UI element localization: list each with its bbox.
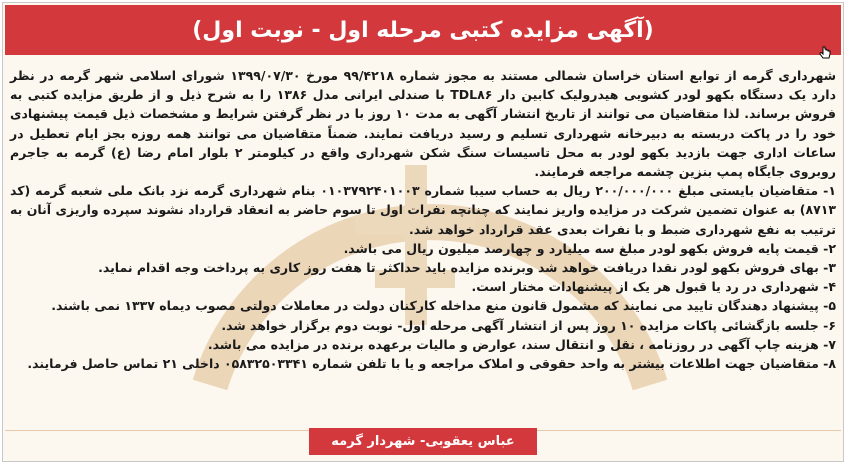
condition-item-8: ۸- متقاضیان جهت اطلاعات بیشتر به واحد حقوقی و املاک مراجعه و یا با تلفن شماره ۰۵۸۳۲۵۰۳۳۴۱ داخلی ۲۱ تماس حاصل فرمایند. — [27, 356, 836, 372]
condition-item-4: ۴- شهرداری در رد یا قبول هر یک از پیشنهادات مختار است. — [471, 279, 836, 295]
condition-item-5: ۵- پیشنهاد دهندگان تایید می نمایند که مشمول قانون منع مداخله کارکنان دولت در معاملات دولتی مصوب دیماه ۱۳۳۷ نمی باشند. — [51, 298, 836, 314]
condition-item-2: ۲- قیمت پایه فروش بکهو لودر مبلغ سه میلیارد و چهارصد میلیون ریال می باشد. — [343, 240, 836, 256]
condition-item-3: ۳- بهای فروش بکهو لودر نقدا دریافت خواهد شد وبرنده مزایده باید حداکثر تا هفت روز کاری به پرداخت وجه اقدام نماید. — [98, 260, 836, 276]
condition-item-1: ۱- متقاضیان بایستی مبلغ ۲۰۰/۰۰۰/۰۰۰ ریال به حساب سیبا شماره ۰۱۰۳۷۹۲۴۰۱۰۰۳ بنام شهرداری گرمه نزد بانک ملی شعبه گرمه (کد ۸۷۱۳) به عنوان تضمین شرکت در مزایده واریز نمایند که چنانچه نفرات اول تا سوم حاضر به انعقاد قرارداد نشوند سپرده واریزی آنان به ترتیب به نفع شهرداری ضبط و با نفرات بعدی عقد قرارداد خواهد شد. — [10, 183, 836, 237]
notice-header — [5, 5, 841, 55]
signature-badge: عباس یعقوبی- شهردار گرمه — [309, 428, 536, 455]
hand-pointer-icon — [818, 46, 832, 60]
condition-item-6: ۶- جلسه بازگشائی پاکات مزایده ۱۰ روز پس از انتشار آگهی مرحله اول- نوبت دوم برگزار خواهد شد. — [221, 317, 836, 333]
footer-container — [0, 428, 846, 455]
notice-body — [10, 66, 836, 373]
intro-paragraph: شهرداری گرمه از توابع استان خراسان شمالی مستند به مجوز شماره ۹۹/۴۲۱۸ مورخ ۱۳۹۹/۰۷/۳۰ شورای اسلامی شهر گرمه در نظر دارد یک دستگاه بکهو لودر کشویی هیدرولیک کابین دار TDL۸۶ با صندلی ایرانی مدل ۱۳۸۶ را به شرح ذیل و از طریق مزایده کتبی به فروش برساند. لذا متقاضیان می توانند از تاریخ انتشار آگهی به مدت ۱۰ روز با در نظر گرفتن شرایط و مشخصات ذیل قیمت پیشنهادی خود را در پاکت دربسته به دبیرخانه شهرداری تسلیم و رسید دریافت نمایند. ضمناً متقاضیان می توانند همه روزه بجز ایام تعطیل در ساعات اداری جهت بازدید بکهو لودر به محل تاسیسات سنگ شکن شهرداری واقع در کیلومتر ۲ بلوار امام رضا (ع) گرمه به جاجرم روبروی جایگاه پمپ بنزین چشمه مراجعه فرمایند. — [10, 68, 836, 180]
notice-title: (آگهی مزایده کتبی مرحله اول - نوبت اول) — [192, 17, 654, 43]
condition-item-7: ۷- هزینه چاپ آگهی در روزنامه ، نقل و انتقال سند، عوارض و مالیات برعهده برنده در مزایده می باشد. — [207, 336, 836, 352]
